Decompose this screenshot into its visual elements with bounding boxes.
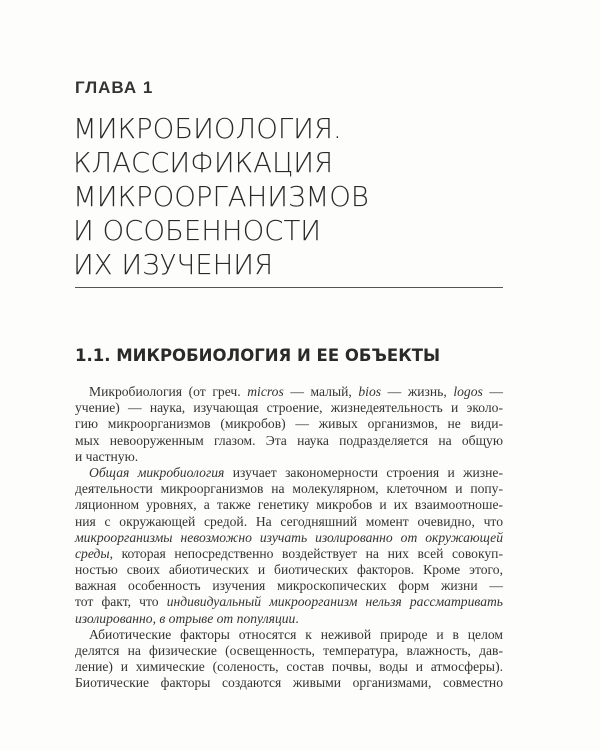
text-line: микроорганизмы невозможно изучать изолированно от окружающей [75,529,503,545]
text-line: Абиотические факторы относятся к неживой природе и в целом [89,626,503,642]
chapter-title-line: КЛАССИФИКАЦИЯ [73,147,334,179]
text-line: изолированно, в отрыве от популяции. [75,610,299,626]
chapter-title-line: МИКРОБИОЛОГИЯ. [73,113,342,145]
chapter-title-line: ИХ ИЗУЧЕНИЯ [73,249,274,281]
text-line: Общая микробиология изучает закономерности строения и жизне- [89,464,503,480]
text-line: среды, которая непосредственно воздействует на них всей совокуп- [75,545,503,561]
text-line: мых невооруженным глазом. Эта наука подразделяется на общую [75,432,503,448]
text-line: ния с окружающей средой. На сегодняшний момент очевидно, что [75,513,503,529]
chapter-label: ГЛАВА 1 [75,78,154,97]
text-line: важная особенность изучения микроскопических форм жизни — [75,578,503,594]
text-line: Микробиология (от греч. micros — малый, bios — жизнь, logos — [89,384,504,399]
title-divider [75,287,503,288]
text-line: гию микроорганизмов (микробов) — живых организмов, не види- [75,416,503,432]
section-heading: 1.1. МИКРОБИОЛОГИЯ И ЕЕ ОБЪЕКТЫ [75,346,441,365]
text-line: деятельности микроорганизмов на молекулярном, клеточном и попу- [75,481,503,497]
text-line: и частную. [75,448,139,464]
text-line: тот факт, что индивидуальный микроорганизм нельзя рассматривать [75,594,503,610]
chapter-title [73,112,533,282]
body-text [75,384,503,692]
chapter-title-line: И ОСОБЕННОСТИ [73,215,321,247]
text-line: учение) — наука, изучающая строение, жизнедеятельность и эколо- [75,400,503,416]
text-line: ление) и химические (соленость, состав почвы, воды и атмосферы). [75,659,503,675]
text-line: ностью своих абиотических и биотических факторов. Кроме этого, [75,562,503,578]
text-line: Биотические факторы создаются живыми организмами, совместно [75,675,503,691]
chapter-title-line: МИКРООРГАНИЗМОВ [73,181,369,213]
text-line: делятся на физические (освещенность, температура, влажность, дав- [75,643,503,658]
text-line: ляционном уровнях, а также генетику микробов и их взаимоотноше- [75,497,503,513]
